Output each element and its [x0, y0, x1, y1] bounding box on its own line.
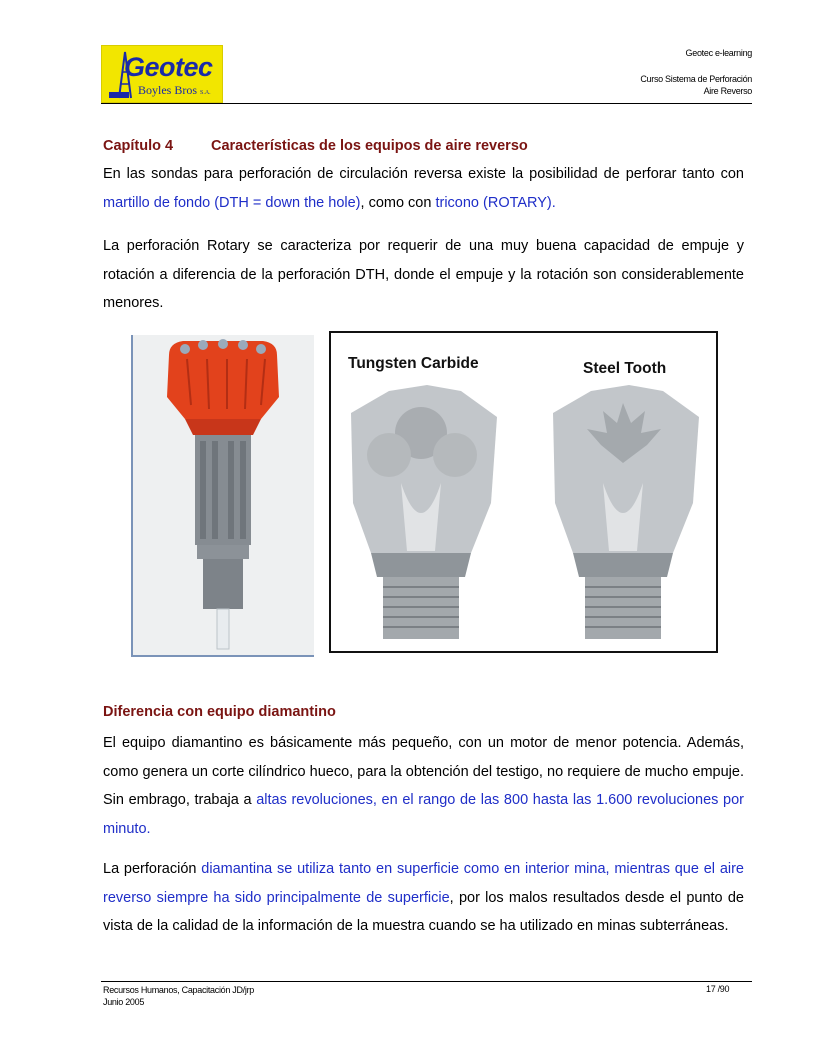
paragraph-comparison: La perforación diamantina se utiliza tanto en superficie como en interior mina, mientras que el aire reverso siempre ha sido principalmente de superficie, por los malos resultados desde el punto de vista de la calidad de la información de la muestra cuando se ha utilizado en minas subterráneas. [103, 861, 744, 934]
highlight-surface: diamantina se utiliza tanto en superficie como en interior mina, mientras que el aire reverso siempre ha sido principalmente de superficie [103, 861, 744, 906]
header-course-subtitle: Aire Reverso [703, 86, 752, 96]
section-heading-diamantino: Diferencia con equipo diamantino [103, 704, 336, 720]
tricone-bits-figure [329, 331, 718, 653]
dth-hammer-figure [131, 335, 314, 657]
highlight-rotary: tricono (ROTARY). [435, 194, 556, 211]
header-divider [101, 103, 752, 104]
highlight-dth: martillo de fondo (DTH = down the hole) [103, 194, 361, 211]
chapter-title: Características de los equipos de aire reverso [211, 138, 528, 154]
highlight-revolutions: altas revoluciones, en el rango de las 800 hasta las 1.600 revoluciones por minuto. [103, 792, 745, 837]
paragraph-rotary: La perforación Rotary se caracteriza por requerir de una muy buena capacidad de empuje y rotación a diferencia de la perforación DTH, donde el empuje y la rotación son considerablemente menores. [103, 238, 744, 311]
tricone-bits-image [331, 333, 716, 651]
header-course-title: Curso Sistema de Perforación [640, 74, 752, 84]
page-number: 17 /90 [706, 984, 730, 994]
footer-divider [101, 981, 752, 982]
paragraph-intro: En las sondas para perforación de circulación reversa existe la posibilidad de perforar tanto con martillo de fondo (DTH = down the hole), como con tricono (ROTARY). [103, 166, 744, 211]
label-steel-tooth: Steel Tooth [583, 360, 667, 377]
header-course-platform: Geotec e-learning [685, 48, 752, 58]
chapter-number: Capítulo 4 [103, 138, 174, 154]
logo-brand-text: Geotec [124, 52, 213, 82]
chapter-heading [103, 138, 528, 154]
logo-sub-text: Boyles Bros S.A. [138, 83, 211, 97]
paragraph-diamantino: El equipo diamantino es básicamente más pequeño, con un motor de menor potencia. Además, como genera un corte cilíndrico hueco, para la obtención del testigo, no requiere de mucho empuje. Sin embrago, trabaja a altas revoluciones, en el rango de las 800 hasta las 1.600 revoluciones por minuto. [103, 735, 745, 837]
label-tungsten-carbide: Tungsten Carbide [348, 355, 479, 372]
dth-hammer-image [133, 335, 314, 655]
footer-credits: Recursos Humanos, Capacitación JD/jrp Junio 2005 [103, 985, 254, 1007]
company-logo [101, 45, 223, 103]
